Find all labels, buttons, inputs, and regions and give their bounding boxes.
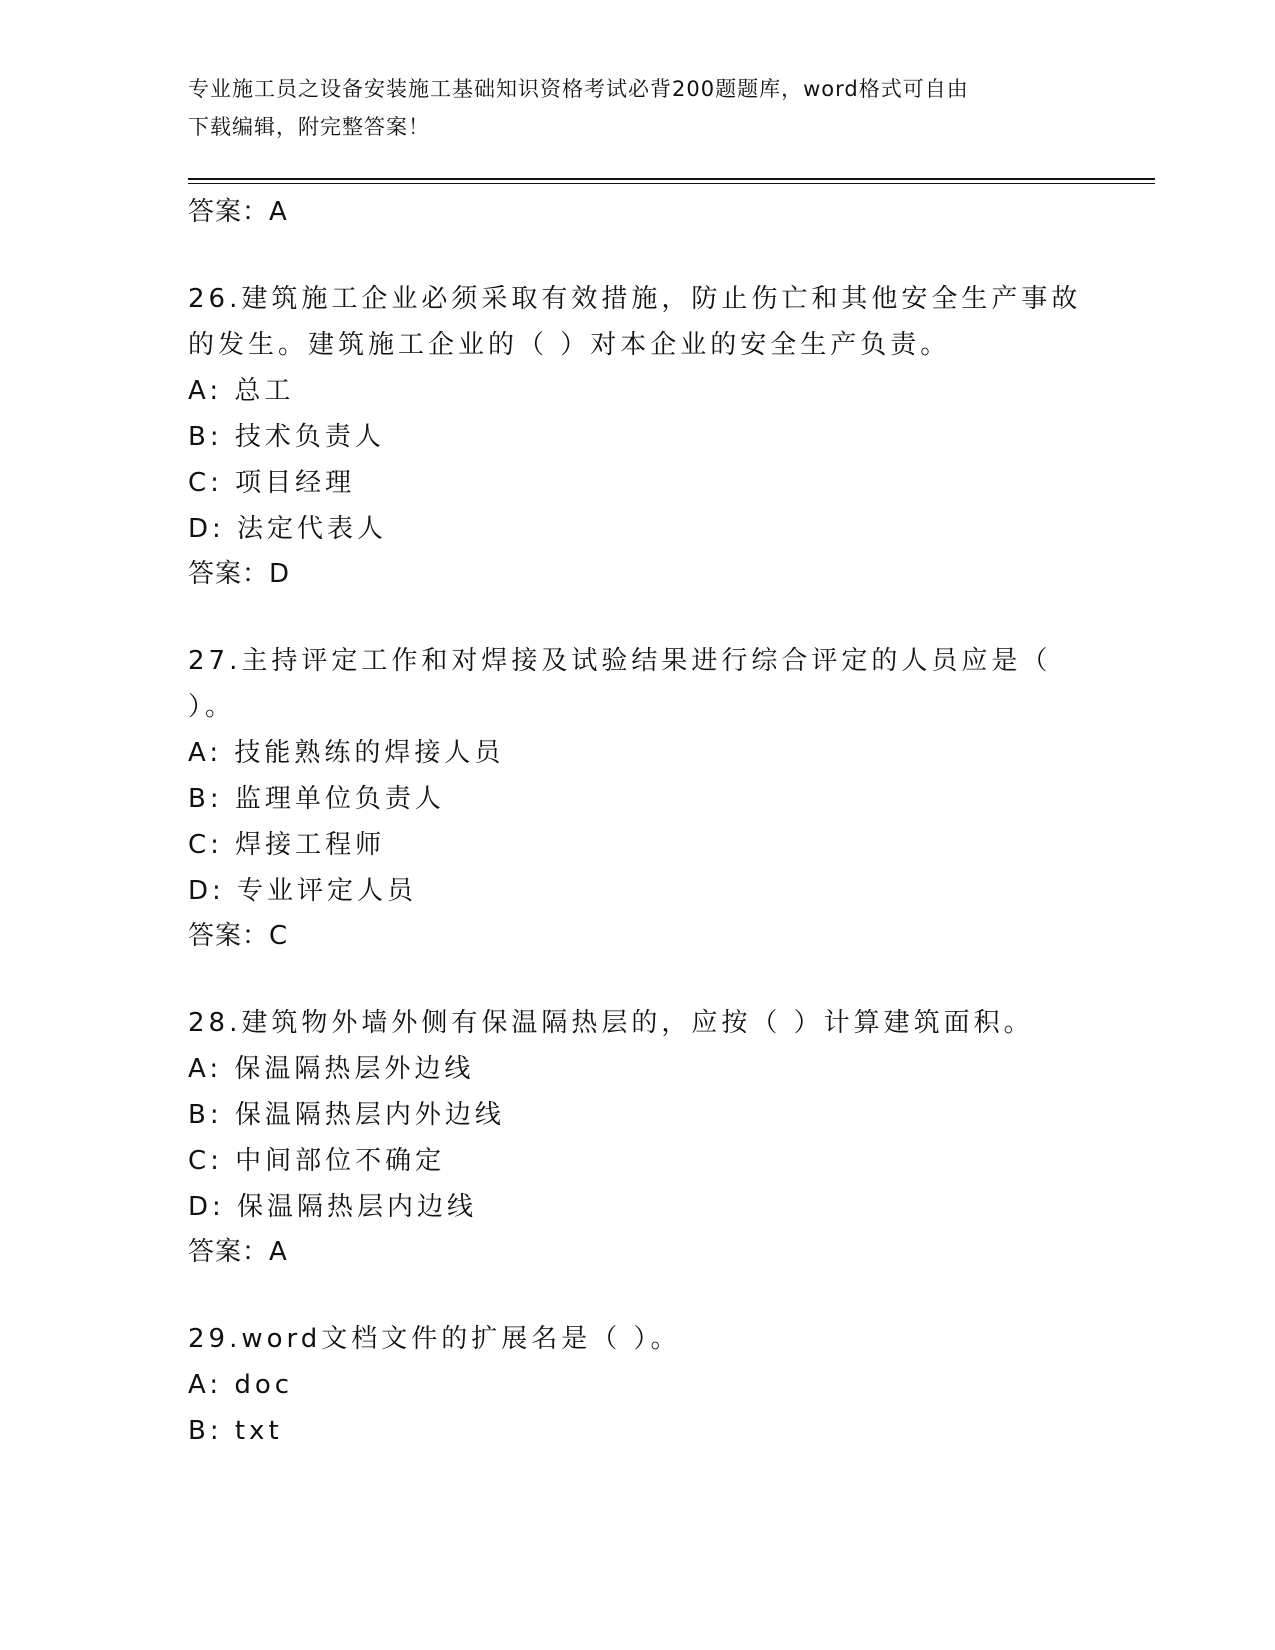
question-text: 29.word文档文件的扩展名是（ ）。 [188,1324,681,1354]
question-block [188,1316,1088,1454]
question-block [188,638,1088,958]
question-block [188,1000,1088,1274]
answer-line: 答案：A [188,1237,288,1267]
document-body [188,190,1088,1454]
answer-line: 答案：D [188,559,291,589]
option-b: B: 保温隔热层内外边线 [188,1100,505,1130]
option-c: C: 焊接工程师 [188,830,386,860]
question-text: 28.建筑物外墙外侧有保温隔热层的，应按（ ）计算建筑面积。 [188,1008,1034,1038]
document-header [188,70,1088,146]
option-b: B: 技术负责人 [188,422,385,452]
header-divider-thick [188,178,1155,180]
answer-line: 答案：A [188,197,288,227]
option-b: B: txt [188,1416,283,1446]
option-c: C: 中间部位不确定 [188,1146,446,1176]
header-line-1: 专业施工员之设备安装施工基础知识资格考试必背200题题库，word格式可自由 [188,77,969,101]
question-text: 26.建筑施工企业必须采取有效措施，防止伤亡和其他安全生产事故的发生。建筑施工企业的（ ）对本企业的安全生产负责。 [188,284,1082,360]
option-a: A: 总工 [188,376,295,406]
header-divider-thin [188,183,1155,184]
option-a: A: 技能熟练的焊接人员 [188,738,505,768]
header-line-2: 下载编辑，附完整答案！ [188,115,430,139]
answer-line: 答案：C [188,921,289,951]
option-d: D: 专业评定人员 [188,876,418,906]
option-a: A: 保温隔热层外边线 [188,1054,475,1084]
question-text: 27.主持评定工作和对焊接及试验结果进行综合评定的人员应是（ ）。 [188,646,1052,722]
option-d: D: 法定代表人 [188,514,388,544]
option-a: A: doc [188,1370,294,1400]
option-c: C: 项目经理 [188,468,356,498]
question-block [188,276,1088,596]
option-b: B: 监理单位负责人 [188,784,445,814]
option-d: D: 保温隔热层内边线 [188,1192,478,1222]
